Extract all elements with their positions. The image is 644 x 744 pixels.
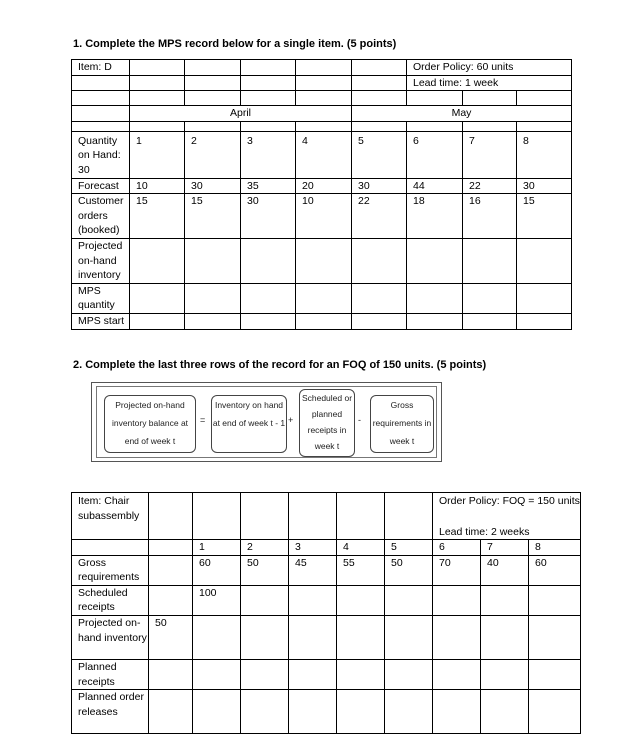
answer-cell[interactable] [337,690,385,734]
cell: 55 [337,555,385,585]
period-cell: 3 [289,540,337,556]
cell [289,585,337,615]
cell: 15 [130,194,185,239]
answer-cell[interactable] [241,238,296,283]
answer-cell[interactable] [481,690,529,734]
cell: 50 [385,555,433,585]
answer-cell[interactable] [517,238,572,283]
period-cell: 8 [517,131,572,178]
scheduled-receipts-row [72,585,581,615]
cell: 22 [463,178,517,194]
mps-quantity-row [72,283,572,313]
order-policy: Order Policy: FOQ = 150 units [433,493,581,525]
answer-cell[interactable] [481,616,529,660]
answer-cell[interactable] [337,616,385,660]
answer-cell[interactable] [337,660,385,690]
period-row [72,540,581,556]
mps-start-row [72,313,572,329]
answer-cell[interactable] [241,313,296,329]
period-cell: 2 [241,540,289,556]
answer-cell[interactable] [352,238,407,283]
planned-order-releases-row [72,690,581,734]
initial-cell [149,585,193,615]
cell: 16 [463,194,517,239]
month-april: April [130,106,352,122]
row-label: Scheduled receipts [72,585,149,615]
cell [337,585,385,615]
answer-cell[interactable] [529,616,581,660]
planned-receipts-row [72,660,581,690]
row-label: MPS quantity [72,283,130,313]
cell: 30 [352,178,407,194]
answer-cell[interactable] [241,616,289,660]
item-label: Item: D [72,60,130,76]
formula-term-receipts: Scheduled or planned receipts in week t [299,389,355,457]
order-policy: Order Policy: 60 units [407,60,572,76]
cell: 70 [433,555,481,585]
formula-term-inventory: Inventory on hand at end of week t - 1 [211,395,287,453]
cell: 20 [296,178,352,194]
formula-term-projected: Projected on-hand inventory balance at end of week t [104,395,196,453]
cell [481,585,529,615]
formula-term-gross: Gross requirements in week t [370,395,434,453]
answer-cell[interactable] [529,690,581,734]
question-2-title: 2. Complete the last three rows of the record for an FOQ of 150 units. (5 points) [73,359,487,371]
equals-sign: = [200,415,206,425]
answer-cell[interactable] [193,660,241,690]
cell: 15 [185,194,241,239]
lead-time: Lead time: 2 weeks [433,525,581,540]
row-label: Gross requirements [72,555,149,585]
row-label: Projected on-hand inventory [72,616,149,660]
period-cell: 3 [241,131,296,178]
answer-cell[interactable] [529,660,581,690]
period-cell: 1 [193,540,241,556]
answer-cell[interactable] [481,660,529,690]
answer-cell[interactable] [130,238,185,283]
answer-cell[interactable] [517,313,572,329]
cell: 30 [517,178,572,194]
row-label: Forecast [72,178,130,194]
cell: 60 [193,555,241,585]
period-cell: 4 [296,131,352,178]
cell: 50 [241,555,289,585]
period-cell: 5 [352,131,407,178]
period-cell: 7 [463,131,517,178]
cell [433,585,481,615]
cell: 22 [352,194,407,239]
cell: 10 [130,178,185,194]
answer-cell[interactable] [185,238,241,283]
cell: 30 [241,194,296,239]
initial-cell [149,690,193,734]
cell [385,585,433,615]
answer-cell[interactable] [289,690,337,734]
answer-cell[interactable] [463,313,517,329]
cell: 44 [407,178,463,194]
initial-cell: 50 [149,616,193,660]
answer-cell[interactable] [385,690,433,734]
answer-cell[interactable] [407,283,463,313]
answer-cell[interactable] [385,616,433,660]
answer-cell[interactable] [289,616,337,660]
mps-record-table [71,59,572,330]
projected-inventory-formula [91,382,442,462]
cell [529,585,581,615]
answer-cell[interactable] [352,313,407,329]
answer-cell[interactable] [130,313,185,329]
foq-record-table [71,492,581,734]
period-cell: 6 [407,131,463,178]
answer-cell[interactable] [241,283,296,313]
answer-cell[interactable] [407,238,463,283]
lead-time: Lead time: 1 week [407,75,572,91]
forecast-row [72,178,572,194]
period-cell: 7 [481,540,529,556]
cell: 100 [193,585,241,615]
month-may: May [352,106,572,122]
cell: 60 [529,555,581,585]
projected-on-hand-row [72,616,581,660]
period-cell: 4 [337,540,385,556]
row-label: Planned order releases [72,690,149,734]
answer-cell[interactable] [296,313,352,329]
cell: 15 [517,194,572,239]
period-cell: 1 [130,131,185,178]
cell: 18 [407,194,463,239]
row-label: Customer orders (booked) [72,194,130,239]
question-1-title: 1. Complete the MPS record below for a single item. (5 points) [73,38,397,50]
row-label: Projected on-hand inventory [72,238,130,283]
row-label: MPS start [72,313,130,329]
answer-cell[interactable] [433,660,481,690]
gross-requirements-row [72,555,581,585]
item-label: Item: Chair subassembly [72,493,149,540]
period-cell: 5 [385,540,433,556]
answer-cell[interactable] [289,660,337,690]
cell: 35 [241,178,296,194]
answer-cell[interactable] [193,616,241,660]
answer-cell[interactable] [296,238,352,283]
cell: 10 [296,194,352,239]
answer-cell[interactable] [185,313,241,329]
answer-cell[interactable] [463,283,517,313]
plus-sign: + [288,415,294,425]
initial-cell [149,555,193,585]
cell: 45 [289,555,337,585]
minus-sign: - [358,415,361,425]
cell: 30 [185,178,241,194]
period-cell: 6 [433,540,481,556]
projected-on-hand-row [72,238,572,283]
answer-cell[interactable] [296,283,352,313]
period-row [72,131,572,178]
answer-cell[interactable] [463,238,517,283]
period-cell: 2 [185,131,241,178]
cell: 40 [481,555,529,585]
answer-cell[interactable] [185,283,241,313]
answer-cell[interactable] [352,283,407,313]
answer-cell[interactable] [517,283,572,313]
quantity-on-hand-label: Quantity on Hand: 30 [72,131,130,178]
row-label: Planned receipts [72,660,149,690]
period-cell: 8 [529,540,581,556]
answer-cell[interactable] [193,690,241,734]
answer-cell[interactable] [433,690,481,734]
cell [241,585,289,615]
answer-cell[interactable] [241,660,289,690]
initial-cell [149,660,193,690]
answer-cell[interactable] [433,616,481,660]
answer-cell[interactable] [385,660,433,690]
answer-cell[interactable] [407,313,463,329]
answer-cell[interactable] [130,283,185,313]
answer-cell[interactable] [241,690,289,734]
customer-orders-row [72,194,572,239]
